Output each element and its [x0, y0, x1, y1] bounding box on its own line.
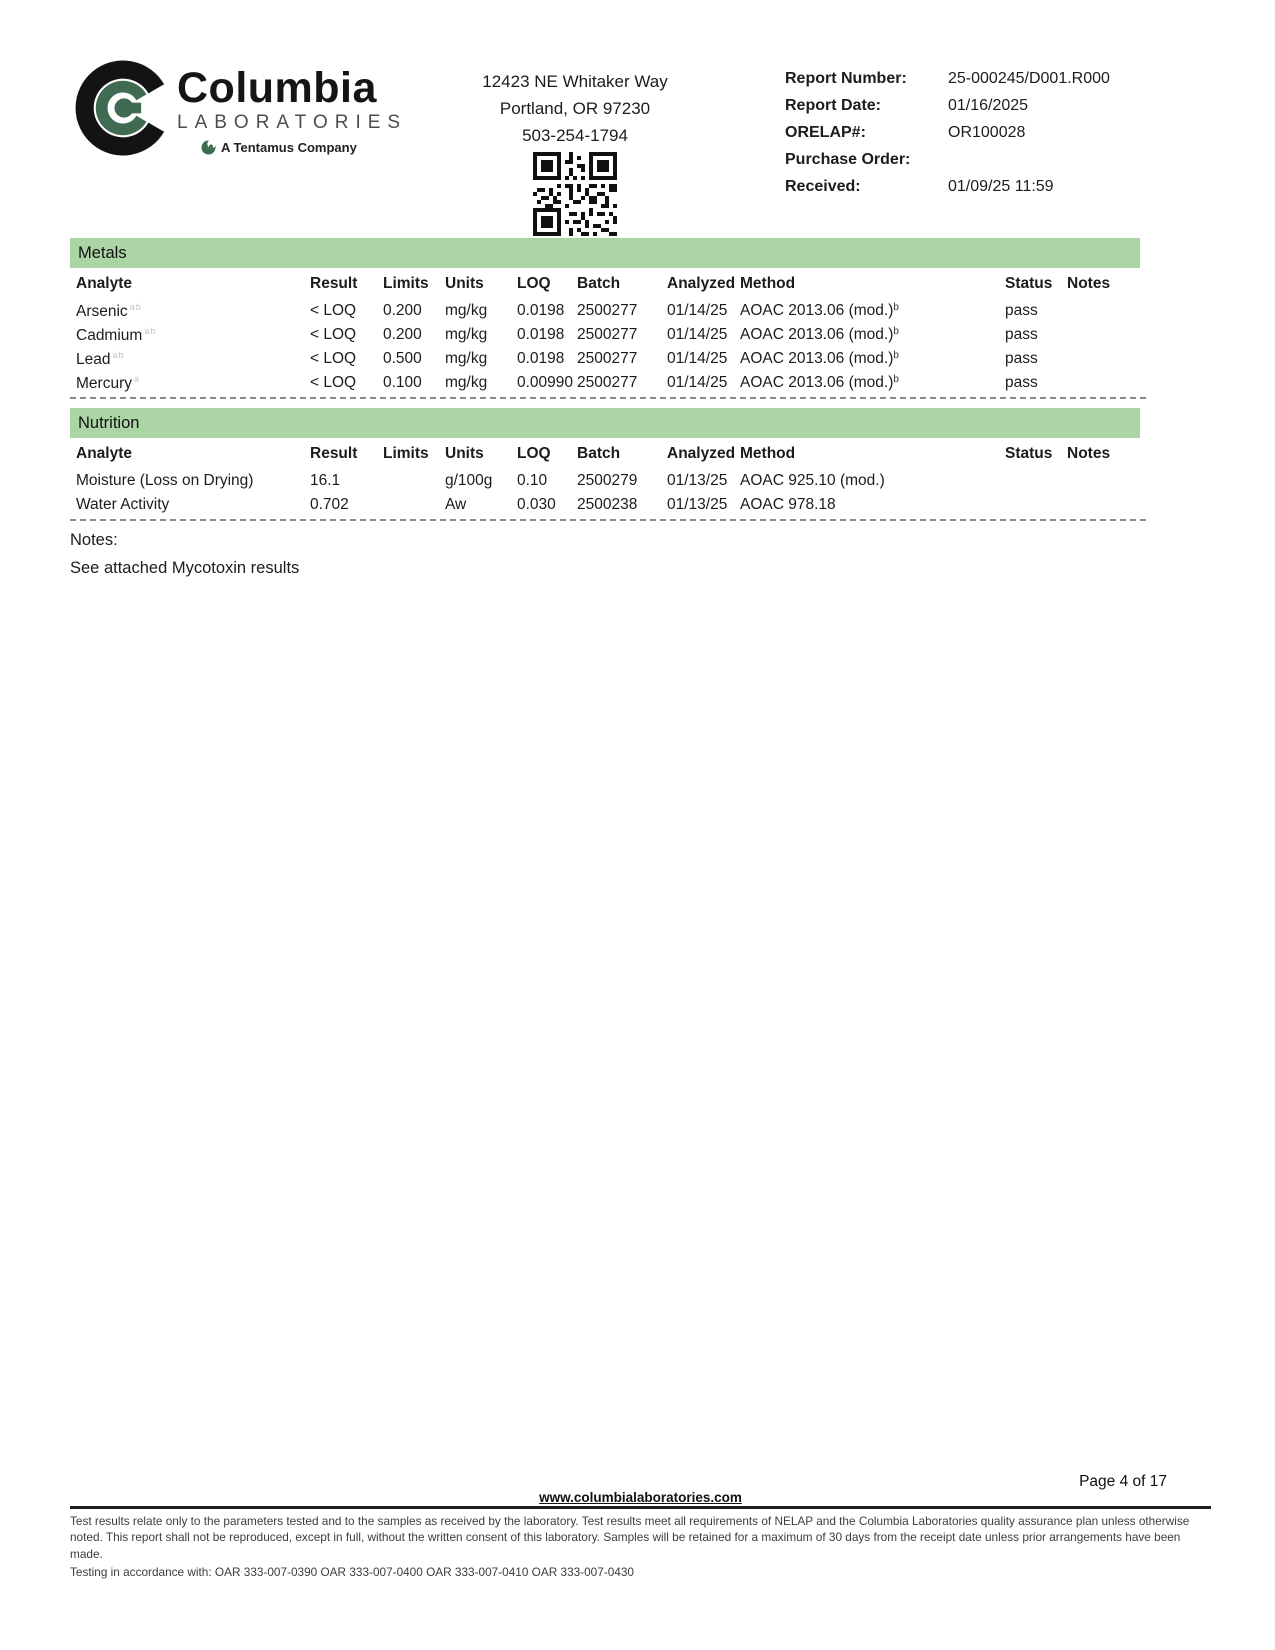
cell-method — [740, 323, 1005, 347]
cell-analyte — [70, 371, 310, 395]
address-phone: 503-254-1794 — [522, 126, 628, 145]
cell-method — [740, 493, 1005, 517]
col-method: Method — [740, 444, 796, 462]
purchase-order-label: Purchase Order: — [785, 151, 911, 168]
cell-batch: 2500238 — [577, 496, 638, 513]
footer-disclaimer: Test results relate only to the parameters tested and to the samples as received by the laboratory. Test results meet all requirements of NELAP and the Columbia Laboratories quality assurance plan unless otherwise noted. This report shall not be reproduced, except in full, without the written consent of this laboratory. Samples will be retained for a maximum of 30 days from the receipt date unless prior arrangements have been made. — [70, 1514, 1190, 1561]
col-analyte: Analyte — [76, 274, 132, 292]
cell-batch: 2500277 — [577, 326, 638, 343]
website-link[interactable]: www.columbialaboratories.com — [539, 1490, 742, 1505]
col-batch: Batch — [577, 274, 621, 292]
cell-status: pass — [1005, 350, 1038, 367]
nutrition-section-header: Nutrition — [70, 408, 1140, 438]
method-name: AOAC 978.18 — [740, 496, 836, 513]
report-date-value: 01/16/2025 — [948, 97, 1029, 114]
metals-table — [70, 268, 1140, 395]
columbia-logo-icon — [75, 60, 171, 156]
cell-units: Aw — [445, 496, 467, 513]
footer — [70, 1473, 1211, 1579]
cell-result: < LOQ — [310, 302, 357, 319]
logo-text — [177, 60, 407, 155]
logo-tagline-text: A Tentamus Company — [221, 140, 357, 155]
cell-units: mg/kg — [445, 302, 488, 319]
report-number-label: Report Number: — [785, 70, 907, 87]
section-divider — [70, 397, 1146, 399]
cell-analyzed: 01/13/25 — [667, 472, 728, 489]
analyte-name: Moisture (Loss on Drying) — [76, 472, 254, 489]
cell-limits — [383, 493, 445, 517]
cell-result: < LOQ — [310, 326, 357, 343]
footnote-mark: ab — [129, 301, 142, 312]
logo-subtitle: LABORATORIES — [177, 112, 408, 133]
col-loq: LOQ — [517, 274, 551, 292]
address-city: Portland, OR 97230 — [499, 99, 651, 118]
address-street: 12423 NE Whitaker Way — [482, 72, 668, 91]
table-row — [70, 323, 1140, 347]
col-analyzed: Analyzed — [667, 274, 736, 292]
col-analyte: Analyte — [76, 444, 132, 462]
method-footnote: b — [893, 326, 899, 337]
cell-loq: 0.0198 — [517, 302, 565, 319]
cell-analyzed: 01/14/25 — [667, 350, 728, 367]
col-batch: Batch — [577, 444, 621, 462]
cell-loq: 0.0198 — [517, 350, 565, 367]
cell-analyte — [70, 299, 310, 323]
method-name: AOAC 925.10 (mod.) — [740, 472, 885, 489]
cell-notes — [1067, 323, 1140, 347]
cell-result: 16.1 — [310, 472, 341, 489]
nutrition-section — [70, 408, 1140, 521]
cell-batch: 2500277 — [577, 374, 638, 391]
method-footnote: b — [893, 350, 899, 361]
cell-analyte — [70, 347, 310, 371]
cell-analyzed: 01/14/25 — [667, 302, 728, 319]
method-name: AOAC 2013.06 (mod.) — [740, 374, 894, 391]
qr-code — [533, 152, 617, 236]
cell-status — [1005, 469, 1067, 493]
orelap-value: OR100028 — [948, 124, 1026, 141]
analyte-name: Mercury — [76, 374, 132, 392]
purchase-order-value — [948, 151, 1185, 169]
cell-batch: 2500277 — [577, 302, 638, 319]
col-result: Result — [310, 444, 358, 462]
analyte-name: Arsenic — [76, 302, 128, 320]
method-footnote: b — [893, 374, 899, 385]
section-divider — [70, 519, 1146, 521]
cell-method — [740, 469, 1005, 493]
table-row — [70, 493, 1140, 517]
cell-status: pass — [1005, 374, 1038, 391]
col-notes: Notes — [1067, 274, 1111, 292]
cell-loq: 0.10 — [517, 472, 548, 489]
col-units: Units — [445, 444, 484, 462]
cell-analyte — [70, 493, 310, 517]
cell-analyte — [70, 469, 310, 493]
method-footnote: b — [893, 302, 899, 313]
cell-units: g/100g — [445, 472, 493, 489]
received-value: 01/09/25 11:59 — [948, 178, 1054, 195]
cell-loq: 0.0198 — [517, 326, 565, 343]
cell-loq: 0.030 — [517, 496, 556, 513]
cell-limits — [383, 469, 445, 493]
table-row — [70, 469, 1140, 493]
metals-section — [70, 238, 1140, 399]
method-name: AOAC 2013.06 (mod.) — [740, 302, 894, 319]
col-loq: LOQ — [517, 444, 551, 462]
cell-limits: 0.200 — [383, 302, 422, 319]
orelap-label: ORELAP#: — [785, 124, 866, 141]
cell-analyzed: 01/13/25 — [667, 496, 728, 513]
cell-method — [740, 347, 1005, 371]
metals-header-row — [70, 268, 1140, 299]
nutrition-table — [70, 438, 1140, 517]
cell-notes — [1067, 299, 1140, 323]
cell-status: pass — [1005, 326, 1038, 343]
cell-units: mg/kg — [445, 326, 488, 343]
cell-notes — [1067, 469, 1140, 493]
cell-result: < LOQ — [310, 350, 357, 367]
footnote-mark: ab — [112, 349, 125, 360]
cell-notes — [1067, 493, 1140, 517]
notes-block — [70, 531, 299, 577]
footnote-mark: ab — [144, 325, 157, 336]
notes-label: Notes: — [70, 531, 118, 549]
footnote-mark: a — [133, 373, 140, 384]
col-method: Method — [740, 274, 796, 292]
col-notes: Notes — [1067, 444, 1111, 462]
report-number-value: 25-000245/D001.R000 — [948, 70, 1110, 87]
cell-result: 0.702 — [310, 496, 349, 513]
cell-batch: 2500277 — [577, 350, 638, 367]
logo-name: Columbia — [177, 64, 377, 112]
analyte-name: Cadmium — [76, 326, 143, 344]
col-units: Units — [445, 274, 484, 292]
qr-code-wrap — [400, 152, 750, 241]
cell-notes — [1067, 347, 1140, 371]
cell-units: mg/kg — [445, 374, 488, 391]
table-row — [70, 347, 1140, 371]
logo-tagline — [201, 140, 407, 155]
method-name: AOAC 2013.06 (mod.) — [740, 350, 894, 367]
cell-analyte — [70, 323, 310, 347]
col-status: Status — [1005, 444, 1053, 462]
cell-result: < LOQ — [310, 374, 357, 391]
report-date-label: Report Date: — [785, 97, 882, 114]
received-label: Received: — [785, 178, 861, 195]
cell-batch: 2500279 — [577, 472, 638, 489]
col-analyzed: Analyzed — [667, 444, 736, 462]
cell-limits: 0.500 — [383, 350, 422, 367]
footer-rule — [70, 1506, 1211, 1509]
col-result: Result — [310, 274, 358, 292]
cell-loq: 0.00990 — [517, 374, 574, 391]
col-status: Status — [1005, 274, 1053, 292]
cell-units: mg/kg — [445, 350, 488, 367]
cell-limits: 0.100 — [383, 374, 422, 391]
cell-analyzed: 01/14/25 — [667, 374, 728, 391]
lab-address-block — [400, 68, 750, 241]
analyte-name: Lead — [76, 350, 111, 368]
analyte-name: Water Activity — [76, 496, 170, 513]
nutrition-header-row — [70, 438, 1140, 469]
header-brand — [75, 60, 407, 156]
tentamus-leaf-icon — [201, 140, 216, 155]
cell-status — [1005, 493, 1067, 517]
table-row — [70, 299, 1140, 323]
col-limits: Limits — [383, 444, 429, 462]
cell-limits: 0.200 — [383, 326, 422, 343]
cell-method — [740, 371, 1005, 395]
report-info-block — [785, 70, 1185, 196]
page-number: Page 4 of 17 — [1079, 1473, 1167, 1490]
cell-method — [740, 299, 1005, 323]
footer-accordance: Testing in accordance with: OAR 333-007-0390 OAR 333-007-0400 OAR 333-007-0410 OAR 333-007-0430 — [70, 1564, 634, 1579]
cell-notes — [1067, 371, 1140, 395]
col-limits: Limits — [383, 274, 429, 292]
method-name: AOAC 2013.06 (mod.) — [740, 326, 894, 343]
notes-text: See attached Mycotoxin results — [70, 559, 300, 577]
metals-section-header: Metals — [70, 238, 1140, 268]
table-row — [70, 371, 1140, 395]
cell-analyzed: 01/14/25 — [667, 326, 728, 343]
cell-status: pass — [1005, 302, 1038, 319]
